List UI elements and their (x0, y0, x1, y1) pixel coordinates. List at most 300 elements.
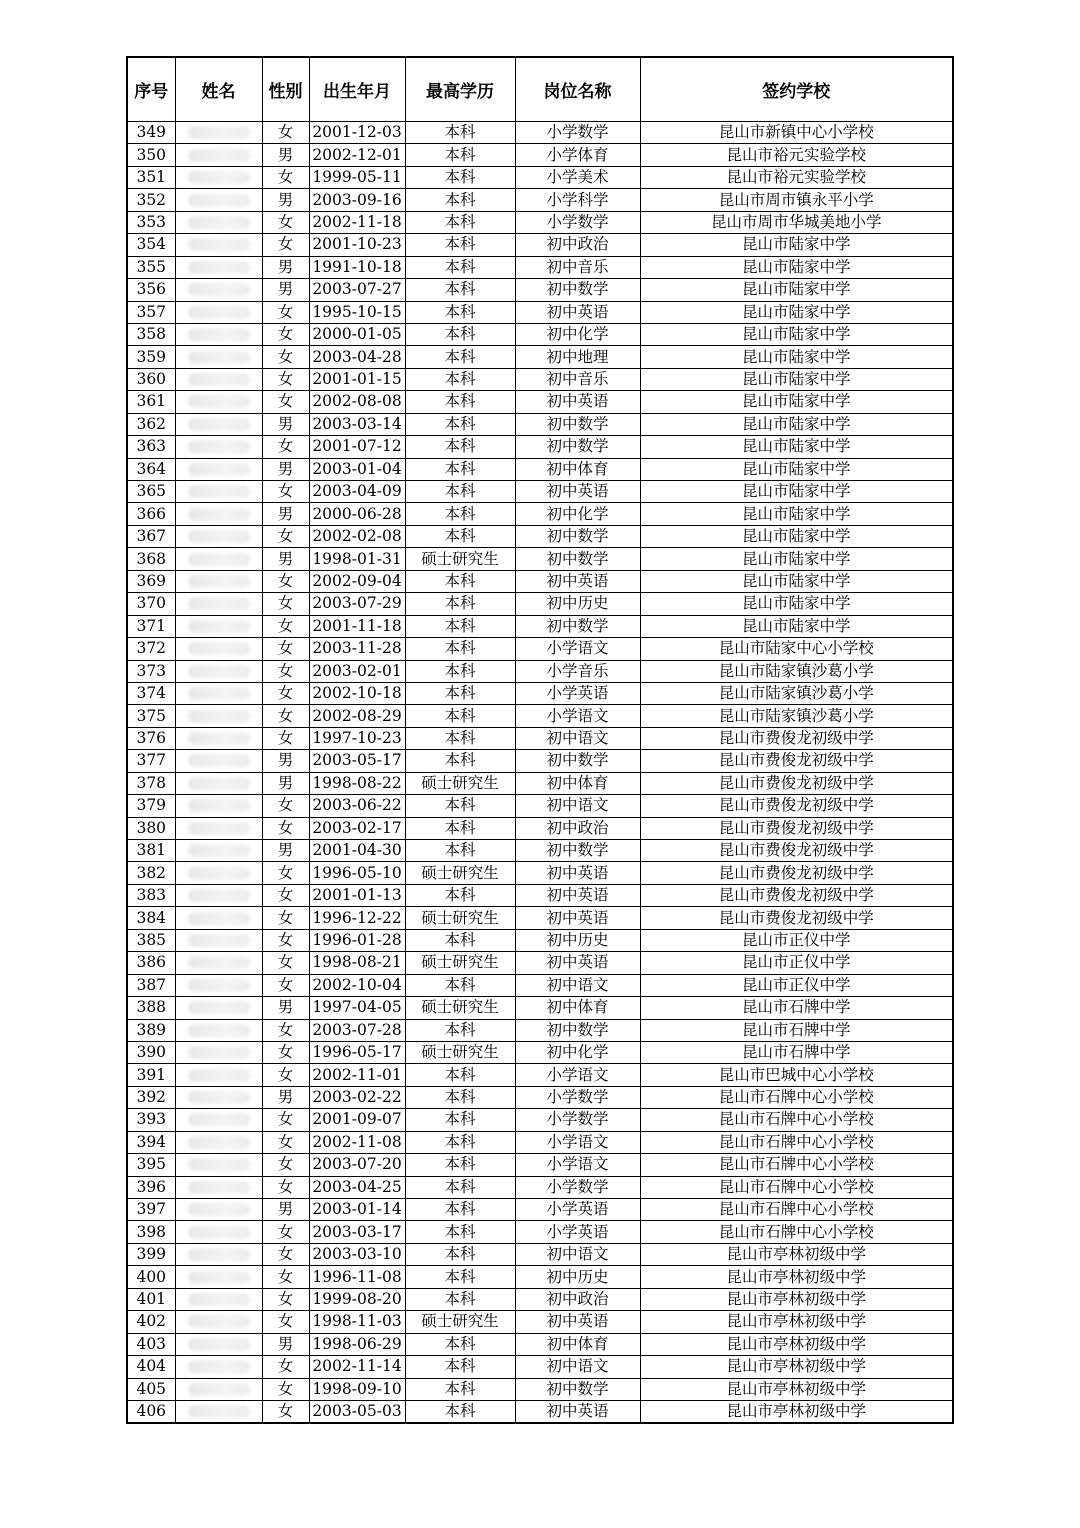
table-row (127, 1176, 953, 1198)
table-row (127, 1400, 953, 1423)
cell-gender: 女 (262, 211, 309, 233)
cell-education: 本科 (405, 436, 515, 458)
cell-position: 初中体育 (515, 458, 640, 480)
cell-birth: 1996-05-10 (309, 862, 405, 884)
cell-school: 昆山市石牌中学 (640, 1041, 953, 1063)
cell-gender: 女 (262, 1109, 309, 1131)
cell-gender: 女 (262, 1266, 309, 1288)
table-row (127, 907, 953, 929)
cell-school: 昆山市周市镇永平小学 (640, 189, 953, 211)
cell-education: 硕士研究生 (405, 772, 515, 794)
cell-education: 本科 (405, 256, 515, 278)
cell-school: 昆山市周市华城美地小学 (640, 211, 953, 233)
redacted-name-blur (188, 799, 250, 812)
cell-birth: 2001-12-03 (309, 122, 405, 144)
redacted-name-blur (188, 328, 250, 341)
cell-birth: 2001-09-07 (309, 1109, 405, 1131)
cell-school: 昆山市陆家镇沙葛小学 (640, 660, 953, 682)
cell-position: 小学语文 (515, 1064, 640, 1086)
cell-position: 小学语文 (515, 705, 640, 727)
table-row (127, 682, 953, 704)
cell-school: 昆山市费俊龙初级中学 (640, 795, 953, 817)
redacted-name-blur (188, 912, 250, 925)
cell-education: 本科 (405, 279, 515, 301)
cell-school: 昆山市陆家中学 (640, 481, 953, 503)
cell-school: 昆山市陆家中学 (640, 615, 953, 637)
cell-position: 初中体育 (515, 997, 640, 1019)
cell-index: 391 (127, 1064, 175, 1086)
cell-index: 382 (127, 862, 175, 884)
table-row (127, 1356, 953, 1378)
table-row (127, 1154, 953, 1176)
table-row (127, 750, 953, 772)
table-row (127, 997, 953, 1019)
cell-name (175, 122, 262, 144)
redacted-name-blur (188, 1158, 250, 1171)
cell-gender: 女 (262, 795, 309, 817)
cell-name (175, 772, 262, 794)
cell-birth: 2003-09-16 (309, 189, 405, 211)
cell-gender: 女 (262, 1019, 309, 1041)
cell-school: 昆山市巴城中心小学校 (640, 1064, 953, 1086)
cell-education: 本科 (405, 638, 515, 660)
cell-education: 本科 (405, 1266, 515, 1288)
cell-birth: 2003-02-17 (309, 817, 405, 839)
cell-education: 本科 (405, 391, 515, 413)
cell-index: 389 (127, 1019, 175, 1041)
cell-school: 昆山市费俊龙初级中学 (640, 884, 953, 906)
cell-name (175, 189, 262, 211)
redacted-name-blur (188, 1338, 250, 1351)
redacted-name-blur (188, 687, 250, 700)
cell-name (175, 1131, 262, 1153)
cell-birth: 2001-01-15 (309, 368, 405, 390)
redacted-name-blur (188, 440, 250, 453)
cell-gender: 女 (262, 234, 309, 256)
cell-name (175, 817, 262, 839)
redacted-name-blur (188, 777, 250, 790)
table-row (127, 1199, 953, 1221)
cell-gender: 女 (262, 570, 309, 592)
cell-education: 本科 (405, 1333, 515, 1355)
table-row (127, 660, 953, 682)
cell-index: 351 (127, 166, 175, 188)
table-row (127, 1311, 953, 1333)
cell-school: 昆山市石牌中学 (640, 1019, 953, 1041)
redacted-name-blur (188, 261, 250, 274)
cell-index: 406 (127, 1400, 175, 1423)
cell-school: 昆山市费俊龙初级中学 (640, 840, 953, 862)
cell-school: 昆山市费俊龙初级中学 (640, 817, 953, 839)
cell-index: 364 (127, 458, 175, 480)
cell-name (175, 144, 262, 166)
table-row (127, 1333, 953, 1355)
cell-gender: 女 (262, 1154, 309, 1176)
redacted-name-blur (188, 867, 250, 880)
cell-birth: 2003-02-22 (309, 1086, 405, 1108)
table-row (127, 211, 953, 233)
cell-birth: 2003-05-03 (309, 1400, 405, 1423)
cell-education: 本科 (405, 570, 515, 592)
cell-index: 363 (127, 436, 175, 458)
cell-school: 昆山市费俊龙初级中学 (640, 907, 953, 929)
table-row (127, 189, 953, 211)
cell-education: 本科 (405, 503, 515, 525)
cell-school: 昆山市亭林初级中学 (640, 1243, 953, 1265)
header-position: 岗位名称 (515, 57, 640, 122)
cell-school: 昆山市石牌中心小学校 (640, 1199, 953, 1221)
cell-gender: 女 (262, 907, 309, 929)
cell-education: 本科 (405, 413, 515, 435)
cell-school: 昆山市石牌中心小学校 (640, 1221, 953, 1243)
cell-education: 本科 (405, 1378, 515, 1400)
cell-index: 368 (127, 548, 175, 570)
cell-gender: 女 (262, 481, 309, 503)
cell-index: 404 (127, 1356, 175, 1378)
redacted-name-blur (188, 889, 250, 902)
header-birth: 出生年月 (309, 57, 405, 122)
cell-index: 386 (127, 952, 175, 974)
cell-index: 358 (127, 323, 175, 345)
cell-birth: 1998-01-31 (309, 548, 405, 570)
cell-position: 初中英语 (515, 301, 640, 323)
redacted-name-blur (188, 1046, 250, 1059)
cell-school: 昆山市石牌中心小学校 (640, 1176, 953, 1198)
cell-position: 小学数学 (515, 1109, 640, 1131)
cell-gender: 女 (262, 346, 309, 368)
cell-name (175, 1019, 262, 1041)
cell-education: 本科 (405, 346, 515, 368)
cell-gender: 女 (262, 660, 309, 682)
cell-birth: 1999-05-11 (309, 166, 405, 188)
cell-gender: 男 (262, 189, 309, 211)
cell-name (175, 301, 262, 323)
cell-index: 390 (127, 1041, 175, 1063)
redacted-name-blur (188, 395, 250, 408)
cell-school: 昆山市陆家中学 (640, 346, 953, 368)
cell-name (175, 1311, 262, 1333)
cell-birth: 1997-04-05 (309, 997, 405, 1019)
table-row (127, 1243, 953, 1265)
cell-birth: 1996-01-28 (309, 929, 405, 951)
redacted-name-blur (188, 620, 250, 633)
cell-position: 初中英语 (515, 391, 640, 413)
cell-position: 初中体育 (515, 1333, 640, 1355)
cell-index: 366 (127, 503, 175, 525)
cell-position: 小学语文 (515, 638, 640, 660)
table-row (127, 166, 953, 188)
cell-index: 355 (127, 256, 175, 278)
cell-education: 本科 (405, 1221, 515, 1243)
cell-school: 昆山市亭林初级中学 (640, 1356, 953, 1378)
redacted-name-blur (188, 642, 250, 655)
redacted-name-blur (188, 1383, 250, 1396)
cell-position: 小学美术 (515, 166, 640, 188)
cell-school: 昆山市陆家中学 (640, 458, 953, 480)
cell-position: 初中语文 (515, 1356, 640, 1378)
cell-index: 381 (127, 840, 175, 862)
cell-index: 393 (127, 1109, 175, 1131)
table-row (127, 638, 953, 660)
table-row (127, 144, 953, 166)
cell-school: 昆山市陆家中学 (640, 548, 953, 570)
cell-name (175, 1243, 262, 1265)
redacted-name-blur (188, 126, 250, 139)
header-education: 最高学历 (405, 57, 515, 122)
cell-birth: 1998-06-29 (309, 1333, 405, 1355)
cell-index: 383 (127, 884, 175, 906)
cell-position: 初中英语 (515, 907, 640, 929)
header-gender: 性别 (262, 57, 309, 122)
cell-gender: 女 (262, 166, 309, 188)
redacted-name-blur (188, 979, 250, 992)
cell-name (175, 368, 262, 390)
cell-position: 小学科学 (515, 189, 640, 211)
cell-school: 昆山市裕元实验学校 (640, 144, 953, 166)
redacted-name-blur (188, 1360, 250, 1373)
cell-education: 本科 (405, 817, 515, 839)
cell-position: 初中语文 (515, 974, 640, 996)
table-row (127, 974, 953, 996)
table-row (127, 1221, 953, 1243)
cell-position: 小学英语 (515, 1199, 640, 1221)
cell-gender: 男 (262, 548, 309, 570)
cell-birth: 2002-11-01 (309, 1064, 405, 1086)
cell-position: 初中政治 (515, 1288, 640, 1310)
cell-name (175, 638, 262, 660)
cell-school: 昆山市石牌中学 (640, 997, 953, 1019)
cell-birth: 2003-03-17 (309, 1221, 405, 1243)
cell-birth: 2001-10-23 (309, 234, 405, 256)
cell-school: 昆山市陆家中学 (640, 570, 953, 592)
cell-gender: 男 (262, 503, 309, 525)
cell-birth: 1996-12-22 (309, 907, 405, 929)
cell-name (175, 548, 262, 570)
cell-education: 硕士研究生 (405, 907, 515, 929)
cell-birth: 2001-11-18 (309, 615, 405, 637)
cell-birth: 2003-07-29 (309, 593, 405, 615)
table-row (127, 1064, 953, 1086)
cell-index: 372 (127, 638, 175, 660)
cell-index: 365 (127, 481, 175, 503)
table-row (127, 1131, 953, 1153)
cell-education: 本科 (405, 368, 515, 390)
cell-index: 376 (127, 727, 175, 749)
cell-name (175, 1288, 262, 1310)
cell-position: 小学数学 (515, 1176, 640, 1198)
cell-position: 小学英语 (515, 682, 640, 704)
cell-birth: 2003-01-14 (309, 1199, 405, 1221)
cell-gender: 女 (262, 525, 309, 547)
cell-gender: 女 (262, 1356, 309, 1378)
cell-name (175, 1154, 262, 1176)
cell-name (175, 503, 262, 525)
cell-name (175, 1086, 262, 1108)
cell-index: 385 (127, 929, 175, 951)
cell-position: 初中数学 (515, 1378, 640, 1400)
cell-index: 379 (127, 795, 175, 817)
cell-birth: 2002-08-08 (309, 391, 405, 413)
table-row (127, 122, 953, 144)
cell-education: 本科 (405, 525, 515, 547)
table-row (127, 323, 953, 345)
cell-index: 360 (127, 368, 175, 390)
cell-birth: 1997-10-23 (309, 727, 405, 749)
cell-index: 352 (127, 189, 175, 211)
redacted-name-blur (188, 171, 250, 184)
cell-name (175, 682, 262, 704)
cell-position: 初中历史 (515, 1266, 640, 1288)
cell-gender: 男 (262, 413, 309, 435)
cell-position: 初中英语 (515, 1311, 640, 1333)
cell-index: 359 (127, 346, 175, 368)
table-row (127, 458, 953, 480)
redacted-name-blur (188, 238, 250, 251)
cell-index: 362 (127, 413, 175, 435)
cell-education: 本科 (405, 840, 515, 862)
cell-school: 昆山市陆家中学 (640, 279, 953, 301)
cell-name (175, 1109, 262, 1131)
cell-position: 小学数学 (515, 1086, 640, 1108)
cell-gender: 女 (262, 122, 309, 144)
cell-name (175, 795, 262, 817)
cell-position: 初中音乐 (515, 368, 640, 390)
table-row (127, 256, 953, 278)
cell-education: 本科 (405, 750, 515, 772)
cell-gender: 女 (262, 368, 309, 390)
cell-index: 398 (127, 1221, 175, 1243)
cell-name (175, 458, 262, 480)
cell-birth: 2003-07-20 (309, 1154, 405, 1176)
cell-name (175, 1221, 262, 1243)
cell-position: 初中英语 (515, 481, 640, 503)
table-row (127, 862, 953, 884)
cell-gender: 女 (262, 1400, 309, 1423)
cell-education: 本科 (405, 1176, 515, 1198)
redacted-name-blur (188, 508, 250, 521)
cell-index: 371 (127, 615, 175, 637)
cell-education: 本科 (405, 974, 515, 996)
redacted-name-blur (188, 732, 250, 745)
table-row (127, 1086, 953, 1108)
table-row (127, 368, 953, 390)
cell-position: 小学英语 (515, 1221, 640, 1243)
table-body (127, 122, 953, 1424)
cell-school: 昆山市正仪中学 (640, 974, 953, 996)
cell-school: 昆山市亭林初级中学 (640, 1288, 953, 1310)
cell-birth: 2003-02-01 (309, 660, 405, 682)
cell-position: 初中历史 (515, 929, 640, 951)
cell-school: 昆山市陆家中学 (640, 301, 953, 323)
redacted-name-blur (188, 1271, 250, 1284)
header-index: 序号 (127, 57, 175, 122)
cell-gender: 男 (262, 840, 309, 862)
cell-gender: 女 (262, 1176, 309, 1198)
cell-position: 小学语文 (515, 1131, 640, 1153)
redacted-name-blur (188, 351, 250, 364)
redacted-name-blur (188, 463, 250, 476)
redacted-name-blur (188, 418, 250, 431)
cell-gender: 女 (262, 1131, 309, 1153)
table-row (127, 727, 953, 749)
cell-name (175, 323, 262, 345)
cell-school: 昆山市亭林初级中学 (640, 1311, 953, 1333)
cell-position: 初中英语 (515, 884, 640, 906)
cell-gender: 女 (262, 929, 309, 951)
cell-position: 初中地理 (515, 346, 640, 368)
redacted-name-blur (188, 575, 250, 588)
cell-education: 本科 (405, 458, 515, 480)
cell-gender: 女 (262, 1311, 309, 1333)
cell-education: 本科 (405, 189, 515, 211)
cell-education: 本科 (405, 929, 515, 951)
table-row (127, 952, 953, 974)
cell-name (175, 234, 262, 256)
cell-index: 384 (127, 907, 175, 929)
redacted-name-blur (188, 1113, 250, 1126)
cell-name (175, 974, 262, 996)
cell-name (175, 952, 262, 974)
cell-school: 昆山市正仪中学 (640, 952, 953, 974)
cell-school: 昆山市陆家中学 (640, 593, 953, 615)
redacted-name-blur (188, 934, 250, 947)
cell-school: 昆山市新镇中心小学校 (640, 122, 953, 144)
cell-gender: 男 (262, 772, 309, 794)
cell-birth: 2002-11-08 (309, 1131, 405, 1153)
cell-index: 367 (127, 525, 175, 547)
table-row (127, 884, 953, 906)
cell-name (175, 907, 262, 929)
cell-school: 昆山市费俊龙初级中学 (640, 772, 953, 794)
cell-index: 357 (127, 301, 175, 323)
cell-name (175, 570, 262, 592)
recruitment-table (126, 56, 954, 1424)
cell-school: 昆山市亭林初级中学 (640, 1400, 953, 1423)
cell-gender: 男 (262, 997, 309, 1019)
redacted-name-blur (188, 1024, 250, 1037)
cell-education: 本科 (405, 1400, 515, 1423)
cell-birth: 2002-02-08 (309, 525, 405, 547)
cell-index: 349 (127, 122, 175, 144)
cell-school: 昆山市正仪中学 (640, 929, 953, 951)
cell-index: 356 (127, 279, 175, 301)
cell-education: 本科 (405, 884, 515, 906)
table-row (127, 413, 953, 435)
cell-index: 397 (127, 1199, 175, 1221)
table-row (127, 346, 953, 368)
redacted-name-blur (188, 1248, 250, 1261)
cell-gender: 女 (262, 1221, 309, 1243)
cell-education: 本科 (405, 1199, 515, 1221)
cell-school: 昆山市亭林初级中学 (640, 1333, 953, 1355)
cell-gender: 女 (262, 391, 309, 413)
cell-index: 387 (127, 974, 175, 996)
cell-gender: 男 (262, 1086, 309, 1108)
table-row (127, 840, 953, 862)
redacted-name-blur (188, 553, 250, 566)
cell-school: 昆山市费俊龙初级中学 (640, 862, 953, 884)
cell-name (175, 705, 262, 727)
cell-birth: 2003-05-17 (309, 750, 405, 772)
cell-position: 初中数学 (515, 1019, 640, 1041)
table-row (127, 817, 953, 839)
cell-school: 昆山市亭林初级中学 (640, 1266, 953, 1288)
cell-position: 初中语文 (515, 795, 640, 817)
cell-index: 350 (127, 144, 175, 166)
cell-position: 初中数学 (515, 750, 640, 772)
cell-education: 本科 (405, 1243, 515, 1265)
cell-birth: 2001-01-13 (309, 884, 405, 906)
